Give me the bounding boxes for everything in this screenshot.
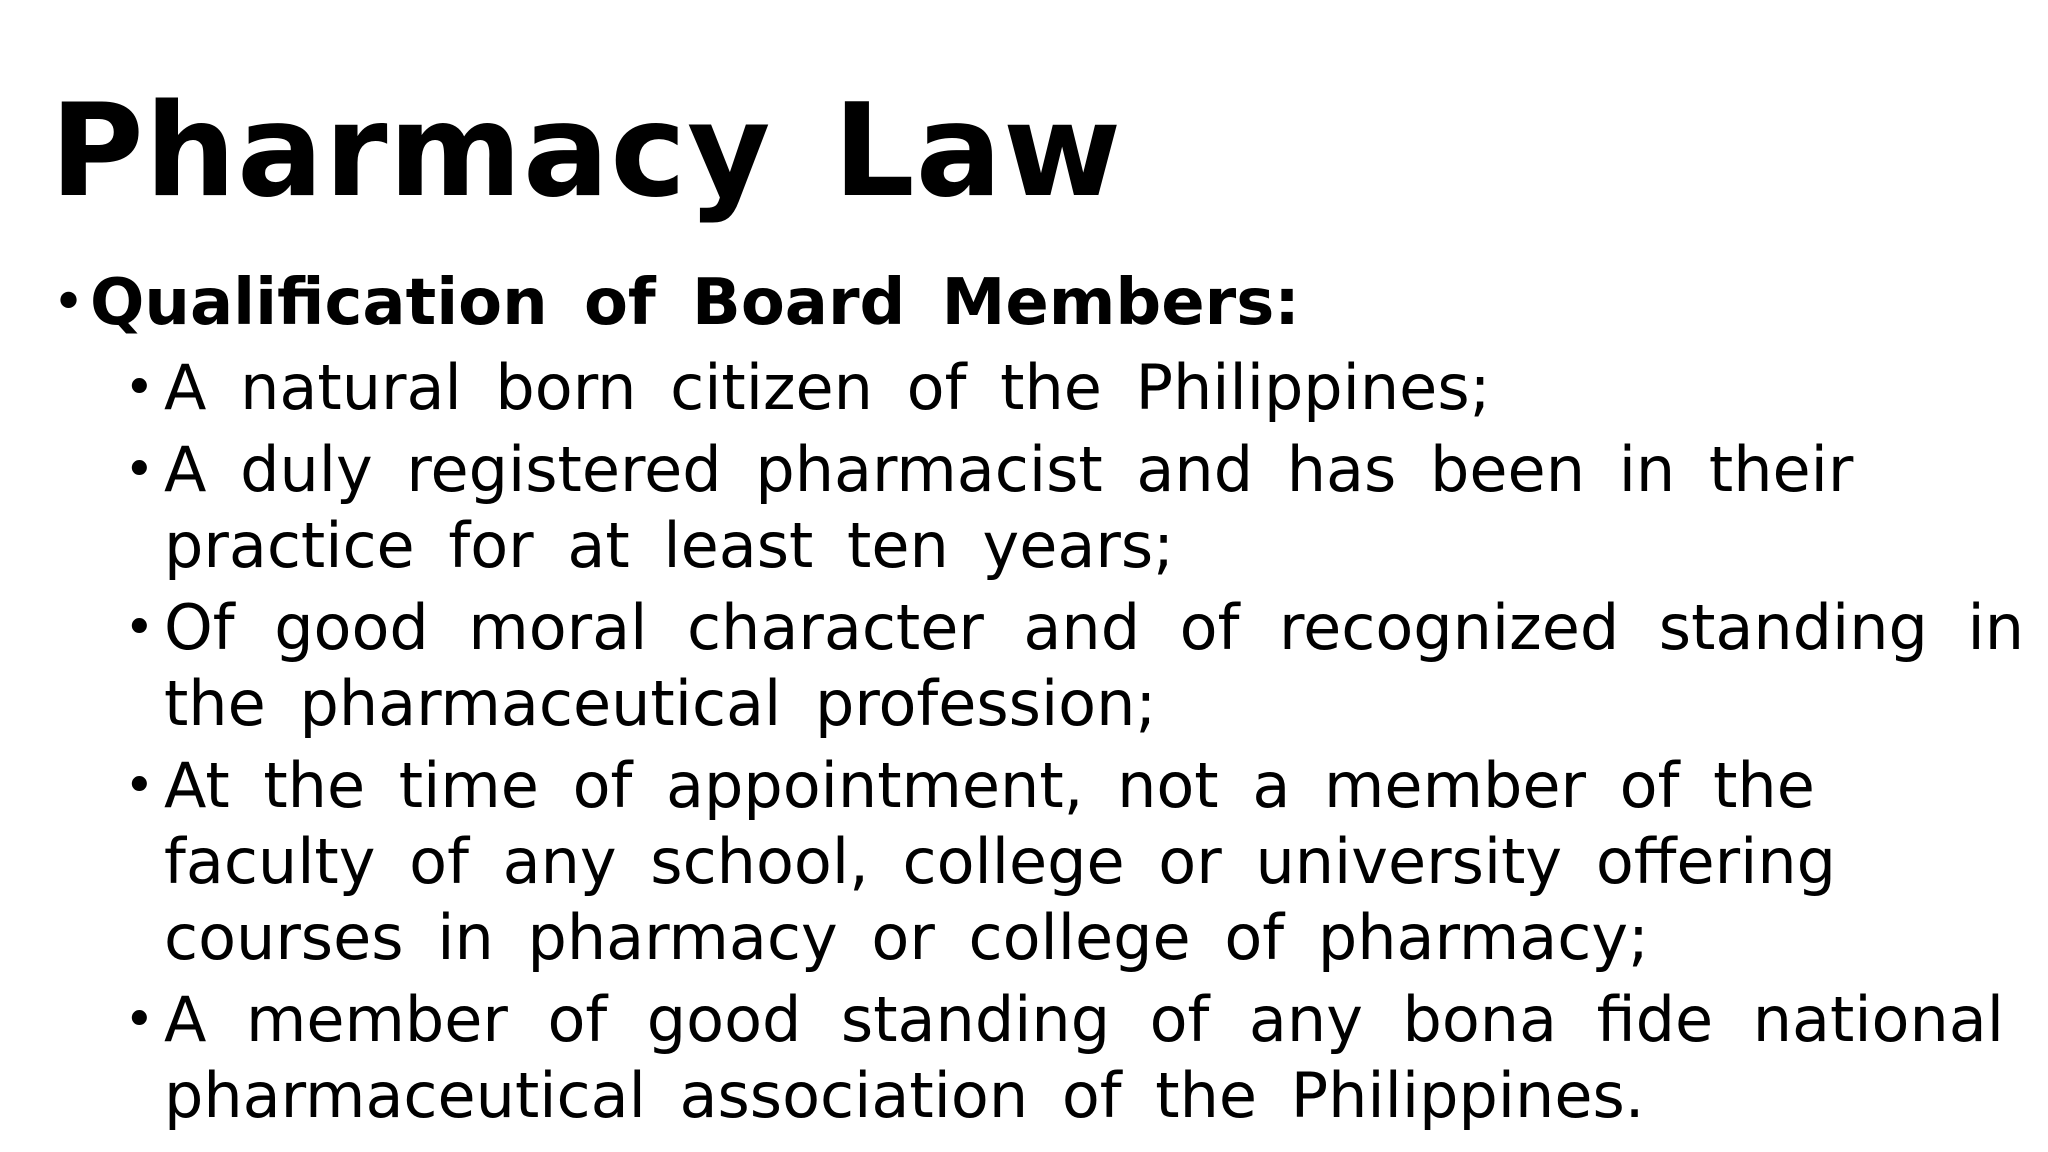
list-item [124, 748, 2024, 976]
bullet-icon: • [124, 756, 155, 816]
bullet-icon: • [124, 440, 155, 500]
list-item-text: A natural born citizen of the Philippines; [164, 351, 1491, 424]
bullet-icon: • [124, 990, 155, 1050]
list-item-text: At the time of appointment, not a member of the faculty of any school, college or university offering courses in pharmacy or college of pharmacy; [164, 749, 1836, 974]
list-item [124, 590, 2024, 742]
list-item [124, 350, 2024, 426]
bullet-icon: • [124, 598, 155, 658]
list-item-text: A member of good standing of any bona fide national pharmaceutical association of the Philippines. [164, 983, 2004, 1132]
main-bullet [50, 262, 1300, 344]
bullet-icon: • [52, 270, 86, 335]
list-item [124, 432, 2024, 584]
list-item [124, 982, 2024, 1134]
list-item-text: Of good moral character and of recognized standing in the pharmaceutical profession; [164, 591, 2024, 740]
slide-title: Pharmacy Law [50, 77, 1123, 226]
list-item-text: A duly registered pharmacist and has been in their practice for at least ten years; [164, 433, 1854, 582]
section-heading: Qualification of Board Members: [90, 266, 1300, 340]
qualification-list [124, 350, 2024, 1140]
bullet-icon: • [124, 358, 155, 418]
